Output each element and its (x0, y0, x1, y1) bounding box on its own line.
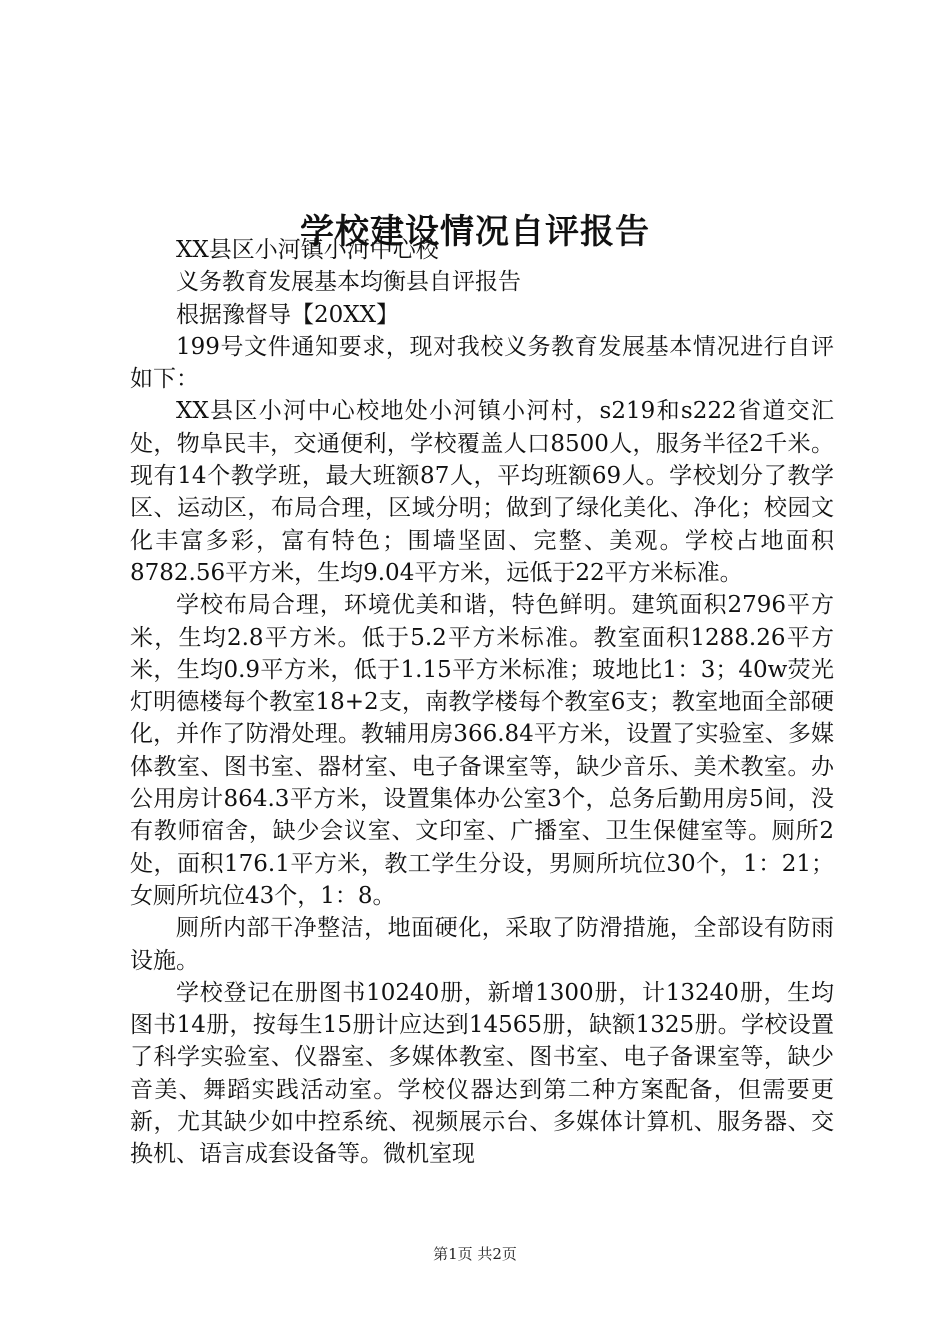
paragraph-intro: 199号文件通知要求，现对我校义务教育发展基本情况进行自评如下： (130, 333, 834, 393)
paragraph-toilets: 厕所内部干净整洁，地面硬化，采取了防滑措施，全部设有防雨设施。 (130, 915, 834, 974)
document-body (130, 234, 834, 1171)
report-subtitle-line: 义务教育发展基本均衡县自评报告 (176, 269, 521, 296)
paragraph-school-overview: XX县区小河中心校地处小河镇小河村，s219和s222省道交汇处，物阜民丰，交通便利，学校覆盖人口8500人，服务半径2千米。现有14个教学班，最大班额87人，平均班额69人。学校划分了教学区、运动区，布局合理，区域分明；做到了绿化美化、净化；校园文化丰富多彩，富有特色；围墙坚固、完整、美观。学校占地面积8782.56平方米，生均9.04平方米，远低于22平方米标准。 (130, 398, 834, 586)
school-name-line: XX县区小河镇小河中心校 (176, 237, 439, 263)
paragraph-library-equipment: 学校登记在册图书10240册，新增1300册，计13240册，生均图书14册，按每生15册计应达到14565册，缺额1325册。学校设置了科学实验室、仪器室、多媒体教室、图书室、电子备课室等，缺少音美、舞蹈实践活动室。学校仪器达到第二种方案配备，但需要更新，尤其缺少如中控系统、视频展示台、多媒体计算机、服务器、交换机、语言成套设备等。微机室现 (130, 979, 834, 1168)
page-footer: 第1页 共2页 (433, 1245, 517, 1263)
document-title: 学校建设情况自评报告 (300, 211, 650, 252)
paragraph-facilities: 学校布局合理，环境优美和谐，特色鲜明。建筑面积2796平方米，生均2.8平方米。低于5.2平方米标准。教室面积1288.26平方米，生均0.9平方米，低于1.15平方米标准；玻地比1：3；40w荧光灯明德楼每个教室18+2支，南教学楼每个教室6支；教室地面全部硬化，并作了防滑处理。教辅用房366.84平方米，设置了实验室、多媒体教室、图书室、器材室、电子备课室等，缺少音乐、美术教室。办公用房计864.3平方米，设置集体办公室3个，总务后勤用房5间，没有教师宿舍，缺少会议室、文印室、广播室、卫生保健室等。厕所2处，面积176.1平方米，教工学生分设，男厕所坑位30个，1：21；女厕所坑位43个，1：8。 (130, 592, 834, 909)
reference-line: 根据豫督导【20XX】 (176, 301, 400, 328)
